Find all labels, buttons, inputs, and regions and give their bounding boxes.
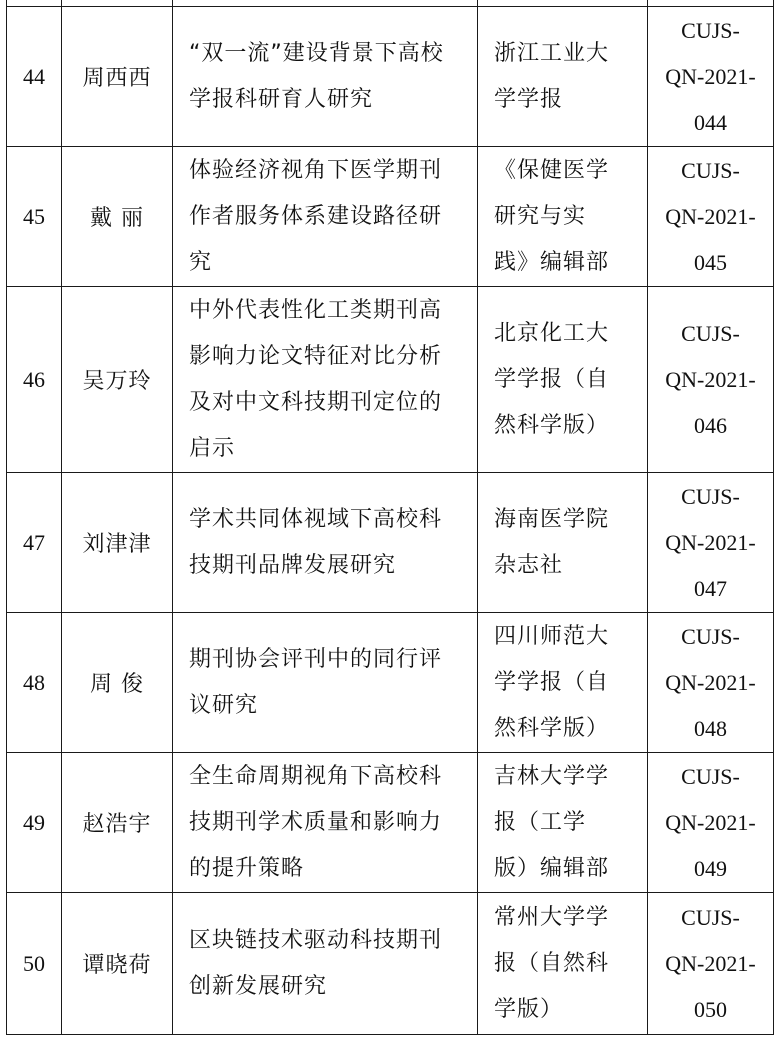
row-number: 49 bbox=[7, 753, 62, 893]
author-name: 周西西 bbox=[62, 7, 173, 147]
project-code: CUJS- QN-2021- 045 bbox=[648, 147, 774, 287]
project-title: 区块链技术驱动科技期刊 创新发展研究 bbox=[173, 893, 478, 1035]
journal-name: 四川师范大 学学报（自 然科学版） bbox=[478, 613, 648, 753]
table-body bbox=[7, 0, 774, 1035]
table-row bbox=[7, 613, 774, 753]
author-name: 谭晓荷 bbox=[62, 893, 173, 1035]
project-title: “双一流”建设背景下高校 学报科研育人研究 bbox=[173, 7, 478, 147]
row-number: 50 bbox=[7, 893, 62, 1035]
row-number: 47 bbox=[7, 473, 62, 613]
project-code: CUJS- QN-2021- 047 bbox=[648, 473, 774, 613]
project-code: CUJS- QN-2021- 048 bbox=[648, 613, 774, 753]
table-row bbox=[7, 473, 774, 613]
journal-name: 海南医学院 杂志社 bbox=[478, 473, 648, 613]
project-title: 学术共同体视域下高校科 技期刊品牌发展研究 bbox=[173, 473, 478, 613]
table-row bbox=[7, 893, 774, 1035]
project-title: 体验经济视角下医学期刊 作者服务体系建设路径研 究 bbox=[173, 147, 478, 287]
row-number: 44 bbox=[7, 7, 62, 147]
journal-name: 浙江工业大 学学报 bbox=[478, 7, 648, 147]
project-code: CUJS- QN-2021- 049 bbox=[648, 753, 774, 893]
journal-name: 《保健医学 研究与实 践》编辑部 bbox=[478, 147, 648, 287]
project-title: 全生命周期视角下高校科 技期刊学术质量和影响力 的提升策略 bbox=[173, 753, 478, 893]
author-name: 吴万玲 bbox=[62, 287, 173, 473]
project-code: CUJS- QN-2021- 046 bbox=[648, 287, 774, 473]
table-row bbox=[7, 753, 774, 893]
project-title: 中外代表性化工类期刊高 影响力论文特征对比分析 及对中文科技期刊定位的 启示 bbox=[173, 287, 478, 473]
award-list-table bbox=[6, 0, 774, 1035]
journal-name: 北京化工大 学学报（自 然科学版） bbox=[478, 287, 648, 473]
journal-name: 吉林大学学 报（工学 版）编辑部 bbox=[478, 753, 648, 893]
project-code: CUJS- QN-2021- 044 bbox=[648, 7, 774, 147]
table-row bbox=[7, 7, 774, 147]
table-row bbox=[7, 287, 774, 473]
journal-name: 常州大学学 报（自然科 学版） bbox=[478, 893, 648, 1035]
table-row bbox=[7, 147, 774, 287]
author-name: 周 俊 bbox=[62, 613, 173, 753]
row-number: 48 bbox=[7, 613, 62, 753]
row-number: 45 bbox=[7, 147, 62, 287]
project-code: CUJS- QN-2021- 050 bbox=[648, 893, 774, 1035]
project-title: 期刊协会评刊中的同行评 议研究 bbox=[173, 613, 478, 753]
author-name: 刘津津 bbox=[62, 473, 173, 613]
author-name: 赵浩宇 bbox=[62, 753, 173, 893]
author-name: 戴 丽 bbox=[62, 147, 173, 287]
row-number: 46 bbox=[7, 287, 62, 473]
